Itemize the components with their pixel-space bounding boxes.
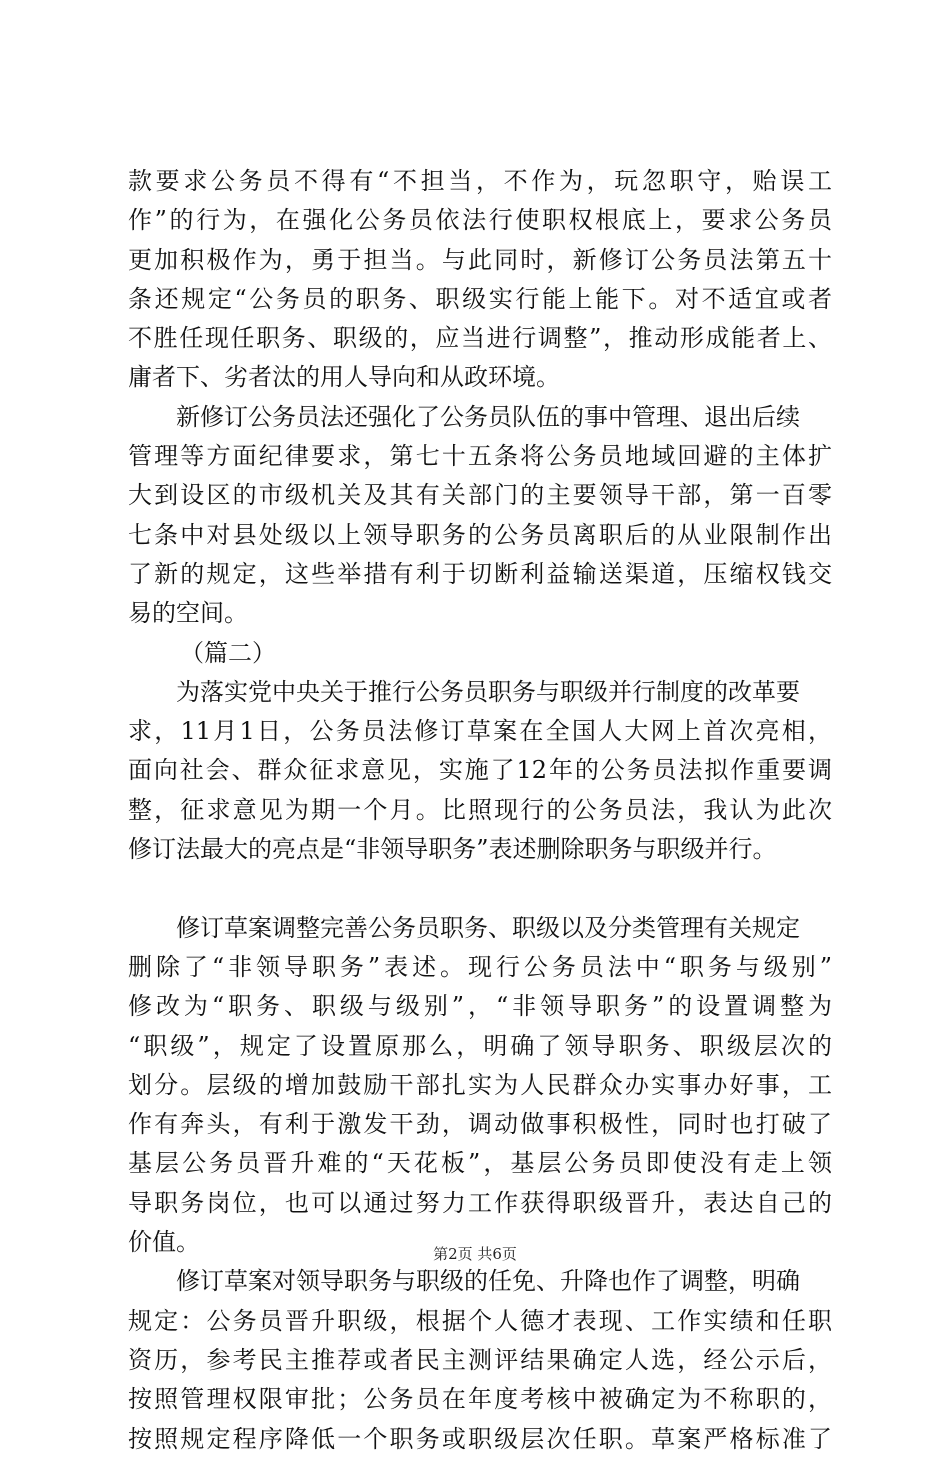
text-line: 修订法最大的亮点是“非领导职务”表述删除职务与职级并行。 [128, 835, 777, 864]
text-line: 管理等方面纪律要求，第七十五条将公务员地域回避的主体扩 [128, 442, 832, 471]
text-line: 七条中对县处级以上领导职务的公务员离职后的从业限制作出 [128, 520, 832, 549]
document-body [128, 162, 832, 1459]
text-line: “职级”，规定了设置原那么，明确了领导职务、职级层次的 [128, 1031, 832, 1060]
text-line: 价值。 [128, 1228, 200, 1257]
text-line: 导职务岗位，也可以通过努力工作获得职级晋升，表达自己的 [128, 1188, 832, 1217]
text-line: 修改为“职务、职级与级别”，“非领导职务”的设置调整为 [128, 992, 832, 1021]
text-line: 整，征求意见为期一个月。比照现行的公务员法，我认为此次 [128, 795, 832, 824]
text-line: 易的空间。 [128, 599, 248, 628]
text-line: 为落实党中央关于推行公务员职务与职级并行制度的改革要 [176, 677, 800, 706]
text-line: 了新的规定，这些举措有利于切断利益输送渠道，压缩权钱交 [128, 559, 832, 588]
text-line: 按照管理权限审批；公务员在年度考核中被确定为不称职的， [128, 1385, 832, 1414]
paragraph-gap [128, 869, 832, 908]
text-line: 作”的行为，在强化公务员依法行使职权根底上，要求公务员 [128, 206, 832, 235]
text-line: 资历，参考民主推荐或者民主测评结果确定人选，经公示后， [128, 1345, 832, 1374]
text-line: 基层公务员晋升难的“天花板”，基层公务员即使没有走上领 [128, 1149, 832, 1178]
text-line: 修订草案对领导职务与职级的任免、升降也作了调整，明确 [176, 1267, 800, 1296]
text-line: 作有奔头，有利于激发干劲，调动做事积极性，同时也打破了 [128, 1110, 832, 1139]
text-line: 求，11月1日，公务员法修订草案在全国人大网上首次亮相， [128, 717, 832, 746]
text-line: 面向社会、群众征求意见，实施了12年的公务员法拟作重要调 [128, 756, 832, 785]
section-heading: （篇二） [180, 638, 276, 667]
text-line: 更加积极作为，勇于担当。与此同时，新修订公务员法第五十 [128, 245, 832, 274]
text-line: 修订草案调整完善公务员职务、职级以及分类管理有关规定 [176, 913, 800, 942]
text-line: 大到设区的市级机关及其有关部门的主要领导干部，第一百零 [128, 481, 832, 510]
text-line: 删除了“非领导职务”表述。现行公务员法中“职务与级别” [128, 952, 832, 981]
text-line: 规定：公务员晋升职级，根据个人德才表现、工作实绩和任职 [128, 1306, 832, 1335]
text-line: 新修订公务员法还强化了公务员队伍的事中管理、退出后续 [176, 402, 800, 431]
text-line: 款要求公务员不得有“不担当，不作为，玩忽职守，贻误工 [128, 167, 832, 195]
text-line: 划分。层级的增加鼓励干部扎实为人民群众办实事办好事，工 [128, 1070, 832, 1099]
text-line: 按照规定程序降低一个职务或职级层次任职。草案严格标准了 [128, 1424, 832, 1453]
page-footer: 第2页 共6页 [433, 1245, 517, 1263]
text-line: 庸者下、劣者汰的用人导向和从政环境。 [128, 363, 560, 392]
text-line: 条还规定“公务员的职务、职级实行能上能下。对不适宜或者 [128, 284, 832, 313]
text-line: 不胜任现任职务、职级的，应当进行调整”，推动形成能者上、 [128, 324, 832, 353]
